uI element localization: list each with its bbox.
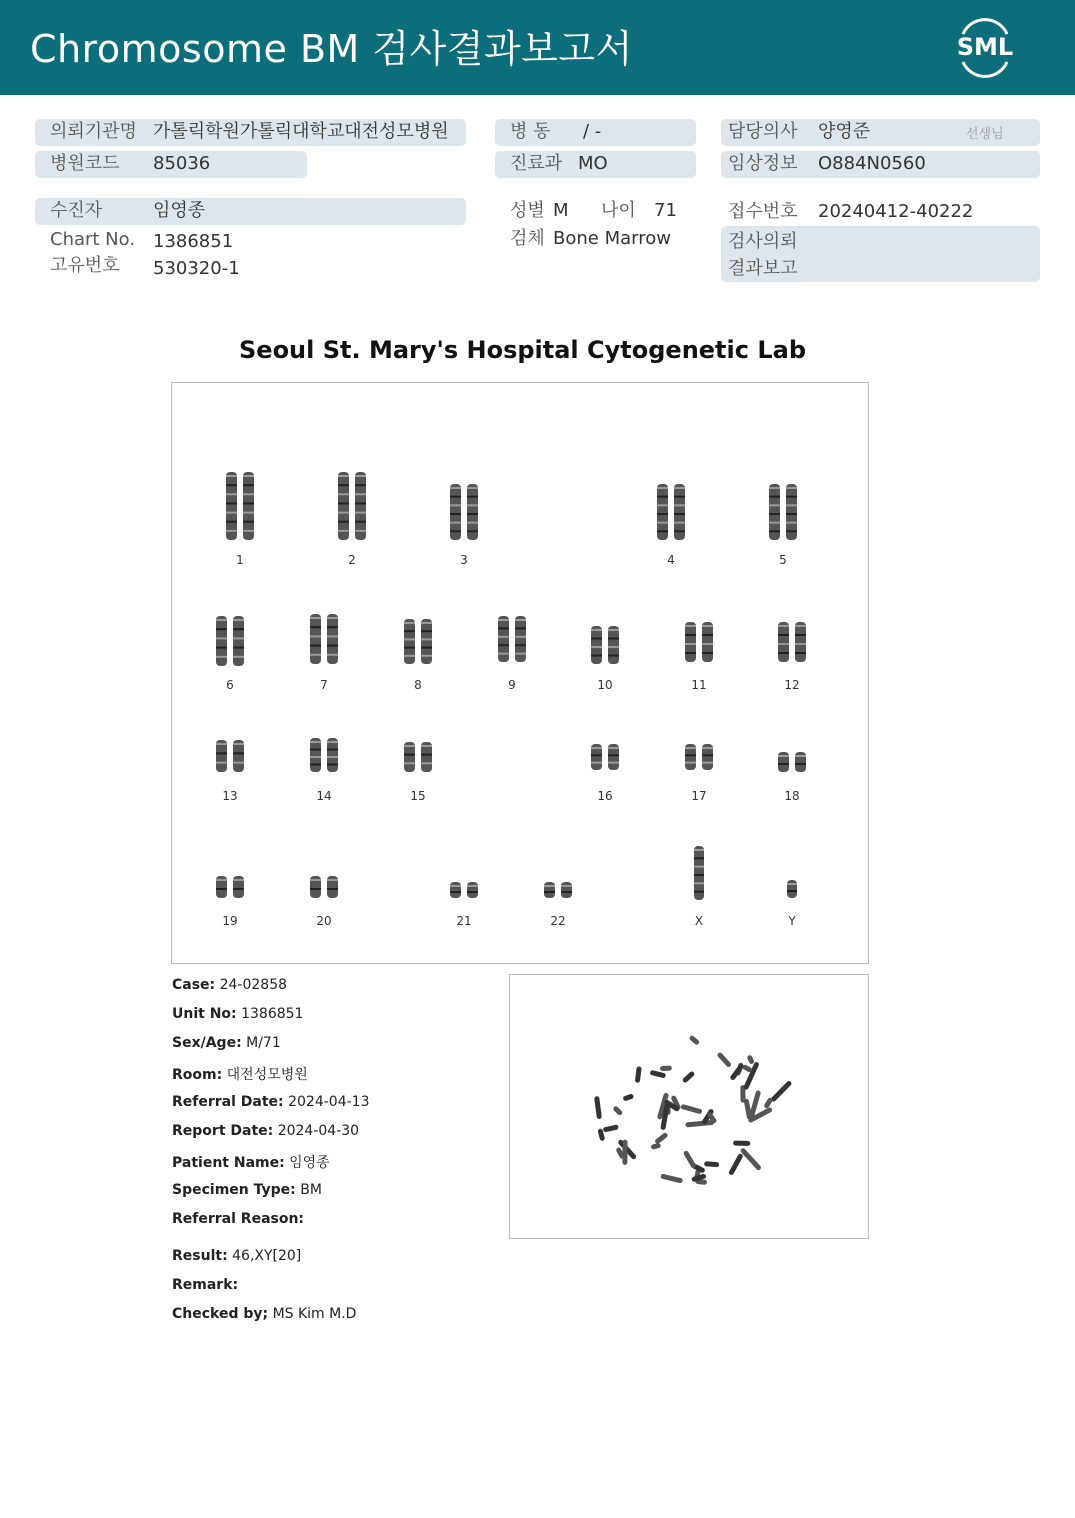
metaphase-chromosome <box>728 1153 744 1176</box>
request-label: 검사의뢰 <box>728 231 798 252</box>
checked-line <box>172 1306 356 1322</box>
remark-label: Remark: <box>172 1277 239 1293</box>
referral-label: Referral Date: <box>172 1094 284 1110</box>
chromosome-label-9: 9 <box>508 678 516 692</box>
chromosome-pair-17 <box>681 743 717 771</box>
specimen-type-label: Specimen Type: <box>172 1182 296 1198</box>
chromosome-pair-2 <box>334 471 370 541</box>
metaphase-chromosome <box>733 1141 750 1146</box>
report-title: Chromosome BM 검사결과보고서 <box>30 27 633 71</box>
metaphase-chromosome <box>729 1063 744 1081</box>
sex-label: 성별 <box>510 200 545 221</box>
chromosome-pair-Y <box>785 879 799 899</box>
receipt-value: 20240412-40222 <box>818 201 974 222</box>
sexage-value: M/71 <box>246 1035 281 1051</box>
chromosome-pair-20 <box>306 875 342 899</box>
chromosome-pair-19 <box>212 875 248 899</box>
unique-label: 고유번호 <box>50 255 120 276</box>
chromosome-label-10: 10 <box>597 678 613 692</box>
receipt-label: 접수번호 <box>728 201 798 222</box>
specimen-value: Bone Marrow <box>553 228 671 249</box>
room-value: 대전성모병원 <box>226 1067 308 1083</box>
chromosome-label-4: 4 <box>667 553 675 567</box>
referral-reason-label: Referral Reason: <box>172 1211 305 1227</box>
chromosome-label-14: 14 <box>316 789 332 803</box>
metaphase-chromosome <box>740 1147 762 1171</box>
chromosome-pair-1 <box>222 471 258 541</box>
report-header <box>0 0 1075 95</box>
metaphase-chromosome <box>603 1124 619 1132</box>
report-label: 결과보고 <box>728 258 798 279</box>
metaphase-chromosome <box>622 1093 634 1101</box>
chromosome-label-20: 20 <box>316 914 332 928</box>
specimen-label: 검체 <box>510 228 545 249</box>
doctor-suffix: 선생님 <box>966 127 1004 142</box>
chromosome-pair-X <box>692 845 706 901</box>
metaphase-chromosome <box>622 1140 627 1165</box>
metaphase-chromosome <box>682 1070 696 1083</box>
room-label: Room: <box>172 1067 223 1083</box>
chromosome-pair-11 <box>681 621 717 663</box>
examinee-value: 임영종 <box>153 200 206 221</box>
metaphase-chromosome <box>650 1070 667 1079</box>
chromosome-pair-9 <box>494 615 530 663</box>
metaphase-chromosome <box>747 1054 755 1064</box>
chromosome-label-13: 13 <box>222 789 238 803</box>
metaphase-chromosome <box>683 1150 697 1169</box>
chromosome-label-3: 3 <box>460 553 468 567</box>
metaphase-chromosome <box>716 1052 732 1068</box>
dept-value: MO <box>578 153 608 174</box>
chart-value: 1386851 <box>153 231 234 252</box>
patient-line <box>172 1152 330 1172</box>
chromosome-pair-7 <box>306 613 342 665</box>
specimen-line <box>172 1182 322 1198</box>
sml-logo <box>945 14 1025 80</box>
chart-label: Chart No. <box>50 229 136 250</box>
age-value: 71 <box>654 200 677 221</box>
chromosome-label-7: 7 <box>320 678 328 692</box>
doctor-value: 양영준 <box>818 121 871 142</box>
metaphase-chromosome <box>704 1161 719 1167</box>
case-line <box>172 977 287 993</box>
clinical-value: O884N0560 <box>818 153 926 174</box>
ward-value: / - <box>583 121 602 142</box>
metaphase-chromosome <box>685 1120 714 1128</box>
referral-value: 2024-04-13 <box>288 1094 370 1110</box>
hospital-code-value: 85036 <box>153 153 211 174</box>
metaphase-chromosome <box>689 1035 701 1046</box>
checked-label: Checked by; <box>172 1306 269 1322</box>
case-value: 24-02858 <box>219 977 288 993</box>
chromosome-pair-15 <box>400 741 436 773</box>
examinee-label: 수진자 <box>50 200 103 221</box>
chromosome-pair-14 <box>306 737 342 773</box>
hospital-code-label: 병원코드 <box>50 153 120 174</box>
metaphase-chromosome <box>680 1104 702 1115</box>
unit-line <box>172 1006 303 1022</box>
result-label: Result: <box>172 1248 228 1264</box>
report-date-value: 2024-04-30 <box>277 1123 360 1139</box>
karyotype-image <box>171 382 869 964</box>
chromosome-pair-21 <box>446 881 482 899</box>
institution-value: 가톨릭학원가톨릭대학교대전성모병원 <box>153 121 449 142</box>
chromosome-label-6: 6 <box>226 678 234 692</box>
metaphase-chromosome <box>654 1132 669 1145</box>
chromosome-label-X: X <box>694 914 704 928</box>
metaphase-chromosome <box>763 1097 773 1109</box>
age-label: 나이 <box>601 200 636 221</box>
chromosome-label-8: 8 <box>414 678 422 692</box>
metaphase-chromosome <box>651 1143 662 1150</box>
chromosome-pair-16 <box>587 743 623 771</box>
unique-value: 530320-1 <box>153 258 240 279</box>
clinical-label: 임상정보 <box>728 153 798 174</box>
chromosome-pair-8 <box>400 618 436 665</box>
ward-label: 병 동 <box>510 121 551 142</box>
doctor-label: 담당의사 <box>728 121 798 142</box>
sexage-line <box>172 1035 281 1051</box>
dept-label: 진료과 <box>510 153 563 174</box>
chromosome-pair-13 <box>212 739 248 773</box>
chromosome-label-Y: Y <box>788 914 796 928</box>
chromosome-label-5: 5 <box>779 553 787 567</box>
chromosome-label-18: 18 <box>784 789 800 803</box>
metaphase-chromosome <box>660 1066 672 1072</box>
chromosome-pair-4 <box>653 483 689 541</box>
chromosome-label-16: 16 <box>597 789 613 803</box>
specimen-type-value: BM <box>300 1182 322 1198</box>
chromosome-label-12: 12 <box>784 678 800 692</box>
case-label: Case: <box>172 977 216 993</box>
metaphase-chromosome <box>770 1080 792 1103</box>
referral-line <box>172 1094 369 1110</box>
metaphase-chromosome <box>594 1096 602 1119</box>
report-date-label: Report Date: <box>172 1123 274 1139</box>
result-value: 46,XY[20] <box>232 1248 302 1264</box>
chromosome-label-11: 11 <box>691 678 707 692</box>
result-line <box>172 1248 301 1264</box>
chromosome-label-21: 21 <box>456 914 472 928</box>
chromosome-label-22: 22 <box>550 914 566 928</box>
sexage-label: Sex/Age: <box>172 1035 242 1051</box>
metaphase-chromosome <box>612 1105 623 1116</box>
chromosome-pair-6 <box>212 615 248 667</box>
chromosome-label-19: 19 <box>222 914 238 928</box>
metaphase-chromosome <box>635 1066 642 1083</box>
checked-value: MS Kim M.D <box>272 1306 357 1322</box>
chromosome-label-1: 1 <box>236 553 244 567</box>
institution-label: 의뢰기관명 <box>50 121 137 142</box>
reason-line <box>172 1211 304 1227</box>
chromosome-label-2: 2 <box>348 553 356 567</box>
metaphase-image <box>509 974 869 1239</box>
unit-label: Unit No: <box>172 1006 237 1022</box>
unit-value: 1386851 <box>241 1006 304 1022</box>
metaphase-chromosome <box>660 1173 683 1183</box>
chromosome-pair-5 <box>765 483 801 541</box>
report-date-line <box>172 1123 359 1139</box>
chromosome-pair-18 <box>774 751 810 773</box>
chromosome-label-17: 17 <box>691 789 707 803</box>
lab-title: Seoul St. Mary's Hospital Cytogenetic Lab <box>239 336 806 364</box>
chromosome-pair-12 <box>774 621 810 663</box>
room-line <box>172 1064 308 1084</box>
chromosome-pair-3 <box>446 483 482 541</box>
chromosome-pair-10 <box>587 625 623 665</box>
sex-value: M <box>553 200 569 221</box>
patient-name-label: Patient Name: <box>172 1155 285 1171</box>
remark-line <box>172 1277 238 1293</box>
metaphase-spread-graphic <box>510 975 868 1238</box>
chromosome-pair-22 <box>540 881 576 899</box>
logo-text: SML <box>956 33 1014 61</box>
chromosome-label-15: 15 <box>410 789 426 803</box>
patient-name-value: 임영종 <box>289 1155 330 1171</box>
